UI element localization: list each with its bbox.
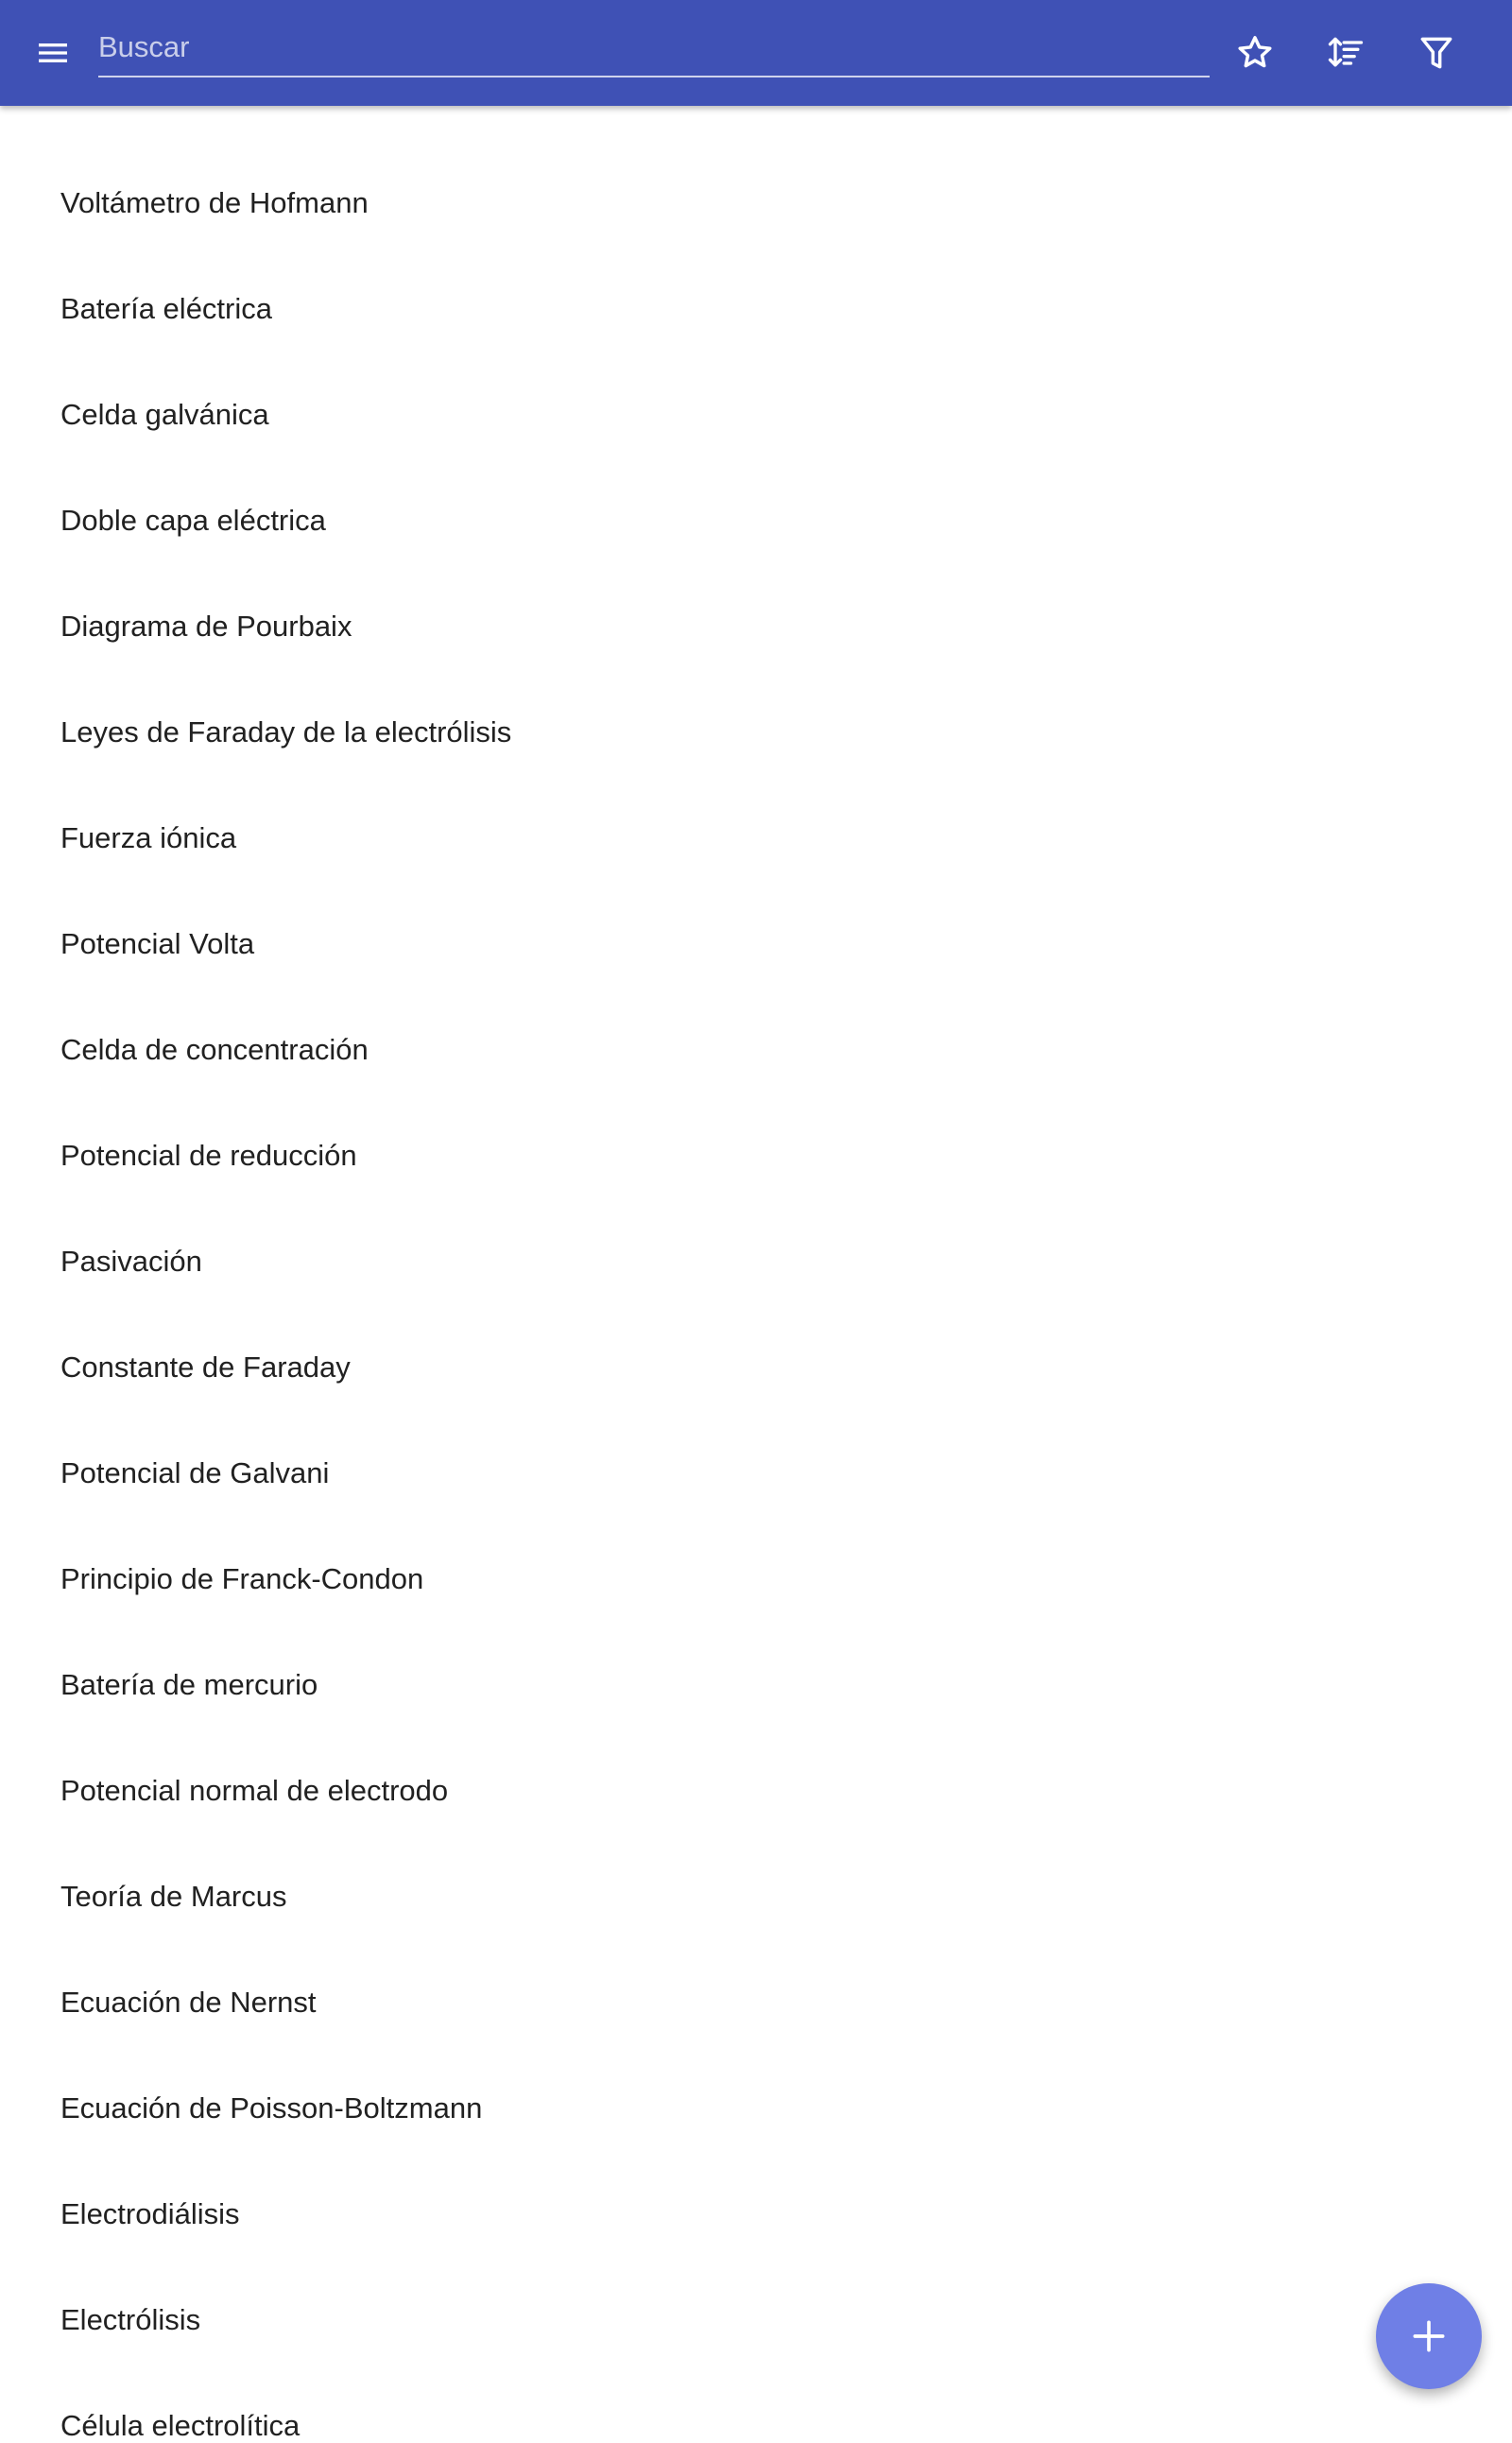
list-item-label: Batería de mercurio [60, 1668, 318, 1701]
list-item[interactable] [0, 2223, 1512, 2336]
star-outline-icon [1234, 32, 1276, 74]
menu-icon [34, 34, 72, 72]
list-item-label: Potencial de Galvani [60, 1456, 330, 1489]
list-item[interactable] [0, 1905, 1512, 2019]
list-item[interactable] [0, 1799, 1512, 1913]
list-item[interactable] [0, 1694, 1512, 1807]
search-input[interactable] [98, 21, 1210, 74]
app-bar [0, 0, 1512, 106]
list-item-label: Celda de concentración [60, 1033, 369, 1066]
list-item-label: Voltámetro de Hofmann [60, 186, 369, 219]
add-button[interactable] [1376, 2283, 1482, 2389]
topic-list [0, 106, 1512, 2442]
list-item-label: Ecuación de Poisson-Boltzmann [60, 2091, 483, 2125]
list-item-label: Potencial de reducción [60, 1139, 357, 1172]
favorites-button[interactable] [1217, 15, 1293, 91]
list-item-label: Constante de Faraday [60, 1351, 351, 1384]
list-item[interactable] [0, 741, 1512, 854]
menu-button[interactable] [15, 15, 91, 91]
list-item[interactable] [0, 2329, 1512, 2442]
list-item[interactable] [0, 1588, 1512, 1701]
list-item-label: Potencial Volta [60, 927, 255, 960]
list-item-label: Ecuación de Nernst [60, 1986, 317, 2019]
list-item-label: Leyes de Faraday de la electrólisis [60, 715, 512, 748]
list-item[interactable] [0, 2117, 1512, 2230]
list-item[interactable] [0, 318, 1512, 431]
list-item[interactable] [0, 1270, 1512, 1384]
list-item[interactable] [0, 1058, 1512, 1172]
list-item[interactable] [0, 953, 1512, 1066]
list-item-label: Celda galvánica [60, 398, 269, 431]
list-item-label: Potencial normal de electrodo [60, 1774, 449, 1807]
sort-icon [1325, 32, 1366, 74]
list-item[interactable] [0, 635, 1512, 748]
list-item[interactable] [0, 529, 1512, 643]
list-item-label: Teoría de Marcus [60, 1880, 287, 1913]
plus-icon [1408, 2315, 1450, 2357]
list-item[interactable] [0, 1376, 1512, 1489]
list-item[interactable] [0, 2011, 1512, 2125]
list-item[interactable] [0, 106, 1512, 219]
search-field[interactable] [98, 21, 1210, 77]
list-item-label: Fuerza iónica [60, 821, 237, 854]
list-item[interactable] [0, 1482, 1512, 1595]
list-item-label: Electrodiálisis [60, 2197, 240, 2230]
list-item-label: Electrólisis [60, 2303, 201, 2336]
list-item[interactable] [0, 1164, 1512, 1278]
filter-button[interactable] [1399, 15, 1474, 91]
list-item[interactable] [0, 847, 1512, 960]
sort-button[interactable] [1308, 15, 1383, 91]
list-item[interactable] [0, 212, 1512, 325]
list-item-label: Doble capa eléctrica [60, 504, 326, 537]
list-item-label: Pasivación [60, 1245, 202, 1278]
list-item-label: Célula electrolítica [60, 2409, 301, 2442]
list-item-label: Batería eléctrica [60, 292, 272, 325]
list-item[interactable] [0, 423, 1512, 537]
list-item-label: Principio de Franck-Condon [60, 1562, 424, 1595]
filter-icon [1416, 32, 1457, 74]
list-item-label: Diagrama de Pourbaix [60, 610, 352, 643]
